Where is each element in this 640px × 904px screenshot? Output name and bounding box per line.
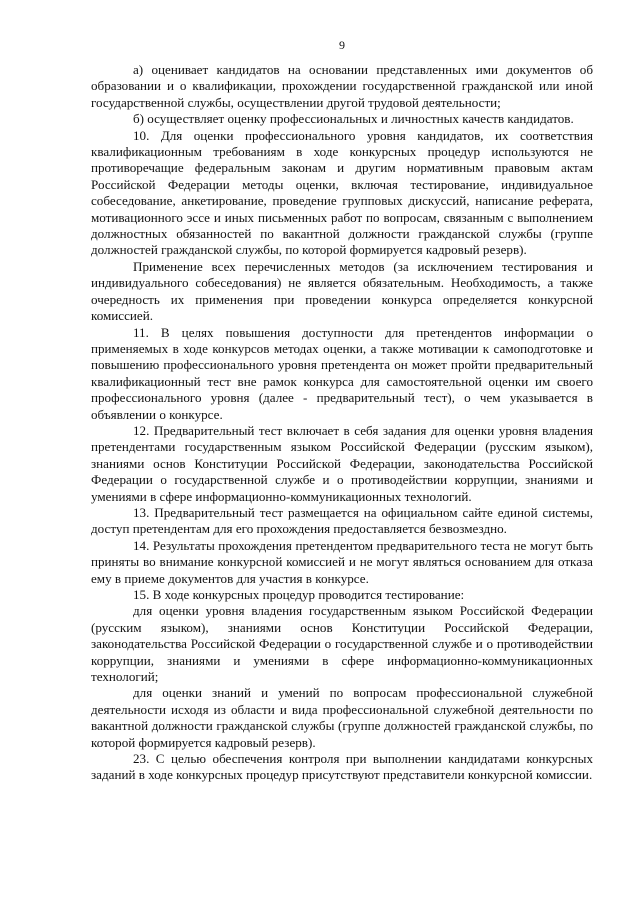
paragraph-b: б) осуществляет оценку профессиональных и личностных качеств кандидатов.: [133, 111, 574, 127]
paragraph-15-item-1: для оценки уровня владения государственным языком Российской Федерации (русским языком), знаниями основ Конституции Российской Федерации, законодательства Российской Федерации о государственной службе и о противодействии коррупции, знаниями и умениями в сфере информационно-коммуникационных технологий;: [91, 603, 593, 685]
paragraph-23: 23. С целью обеспечения контроля при выполнении кандидатами конкурсных заданий в ходе конкурсных процедур присутствуют представители конкурсной комиссии.: [91, 751, 593, 783]
paragraph-10: 10. Для оценки профессионального уровня кандидатов, их соответствия квалификационным требованиям в ходе конкурсных процедур используются не противоречащие федеральным законам и другим нормативным правовым актам Российской Федерации методы оценки, включая тестирование, индивидуальное собеседование, анкетирование, проведение групповых дискуссий, написание реферата, мотивационного эссе и иных письменных работ по вопросам, связанным с выполнением должностных обязанностей по вакантной должности гражданской службы (группе должностей гражданской службы, по которой формируется кадровый резерв).: [91, 127, 593, 258]
page-number: 9: [339, 38, 345, 52]
paragraph-14: 14. Результаты прохождения претендентом предварительного теста не могут быть приняты во внимание конкурсной комиссией и не могут являться основанием для отказа ему в приеме документов для участия в конкурсе.: [91, 537, 593, 586]
paragraph-15-item-2: для оценки знаний и умений по вопросам профессиональной служебной деятельности исходя из области и вида профессиональной служебной деятельности по вакантной должности гражданской службы (группе должностей гражданской службы, по которой формируется кадровый резерв).: [91, 685, 593, 750]
paragraph-11: 11. В целях повышения доступности для претендентов информации о применяемых в ходе конкурсов методах оценки, а также мотивации к самоподготовке и повышению профессионального уровня претендента он может пройти предварительный квалификационный тест вне рамок конкурса для самостоятельной оценки им своего профессионального уровня (далее - предварительный тест), о чем указывается в объявлении о конкурсе.: [91, 324, 593, 422]
paragraph-a: а) оценивает кандидатов на основании представленных ими документов об образовании и о квалификации, прохождении государственной гражданской или иной государственной службы, осуществлении другой трудовой деятельности;: [91, 62, 593, 110]
paragraph-13: 13. Предварительный тест размещается на официальном сайте единой системы, доступ претендентам для его прохождения предоставляется безвозмездно.: [91, 504, 593, 537]
paragraph-15: 15. В ходе конкурсных процедур проводится тестирование:: [133, 587, 465, 602]
paragraph-12: 12. Предварительный тест включает в себя задания для оценки уровня владения претендентами государственным языком Российской Федерации (русским языком), знаниями основ Конституции Российской Федерации, законодательства Российской Федерации о государственной службе и о противодействии коррупции, знаниями и умениями в сфере информационно-коммуникационных технологий.: [91, 422, 593, 504]
paragraph-methods: Применение всех перечисленных методов (за исключением тестирования и индивидуального собеседования) не является обязательным. Необходимость, а также очередность их применения при проведении конкурса определяется конкурсной комиссией.: [91, 258, 593, 324]
